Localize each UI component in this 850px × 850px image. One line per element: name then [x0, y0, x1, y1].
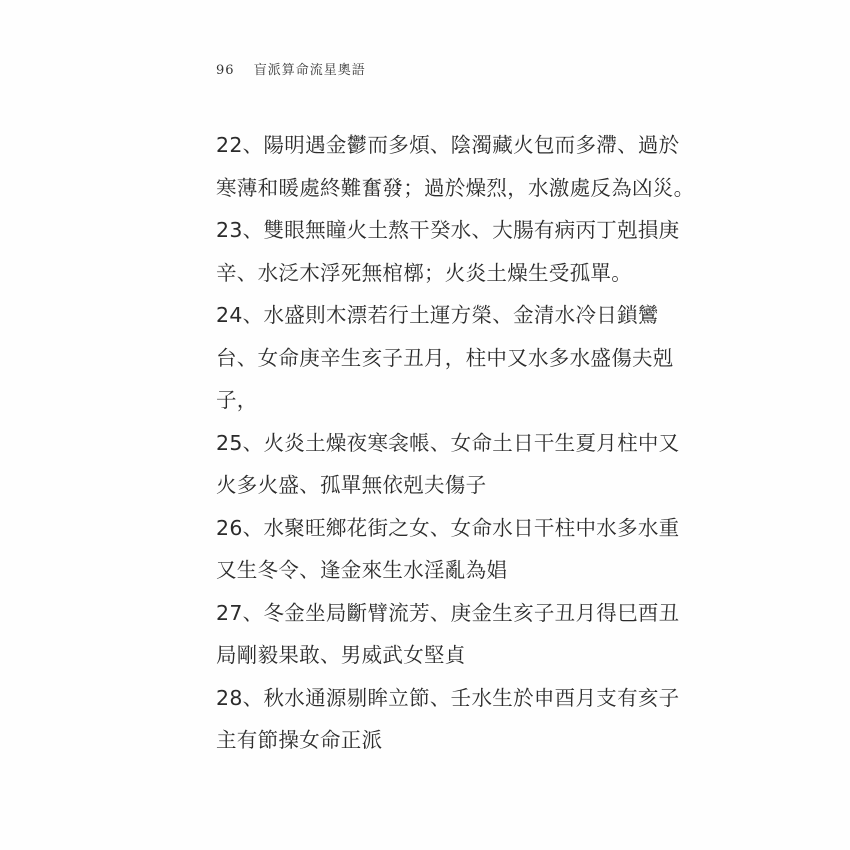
text-line: 局剛毅果敢、男威武女堅貞	[216, 643, 466, 667]
text-line: 27、冬金坐局斷臂流芳、庚金生亥子丑月得巳酉丑	[216, 600, 680, 625]
text-line: 寒薄和暖處終難奮發；過於燥烈，水激處反為凶災。	[216, 175, 695, 200]
text-line: 台、女命庚辛生亥子丑月，柱中又水多水盛傷夫剋	[216, 345, 674, 370]
text-line: 子，	[216, 388, 258, 412]
text-line: 26、水聚旺鄉花街之女、女命水日干柱中水多水重	[216, 515, 680, 540]
book-title: 盲派算命流星奧語	[253, 63, 366, 78]
text-line: 又生冬令、逢金來生水淫亂為娼	[216, 558, 508, 582]
text-line: 火多火盛、孤單無依剋夫傷子	[216, 473, 487, 497]
text-line: 24、水盛則木漂若行土運方榮、金清水冷日鎖鸞	[216, 303, 659, 327]
body-text	[216, 128, 695, 766]
text-line: 22、陽明遇金鬱而多煩、陰濁藏火包而多滯、過於	[216, 133, 680, 157]
text-line: 25、火炎土燥夜寒衾帳、女命土日干生夏月柱中又	[216, 430, 680, 455]
running-header	[216, 59, 366, 78]
page-number: 96	[216, 63, 235, 78]
text-line: 主有節操女命正派	[216, 728, 383, 752]
text-line: 28、秋水通源剔眸立節、壬水生於申酉月支有亥子	[216, 685, 680, 710]
text-line: 23、雙眼無瞳火土熬干癸水、大腸有病丙丁剋損庚	[216, 218, 680, 242]
text-line: 辛、水泛木浮死無棺槨；火炎土燥生受孤單。	[216, 260, 632, 285]
